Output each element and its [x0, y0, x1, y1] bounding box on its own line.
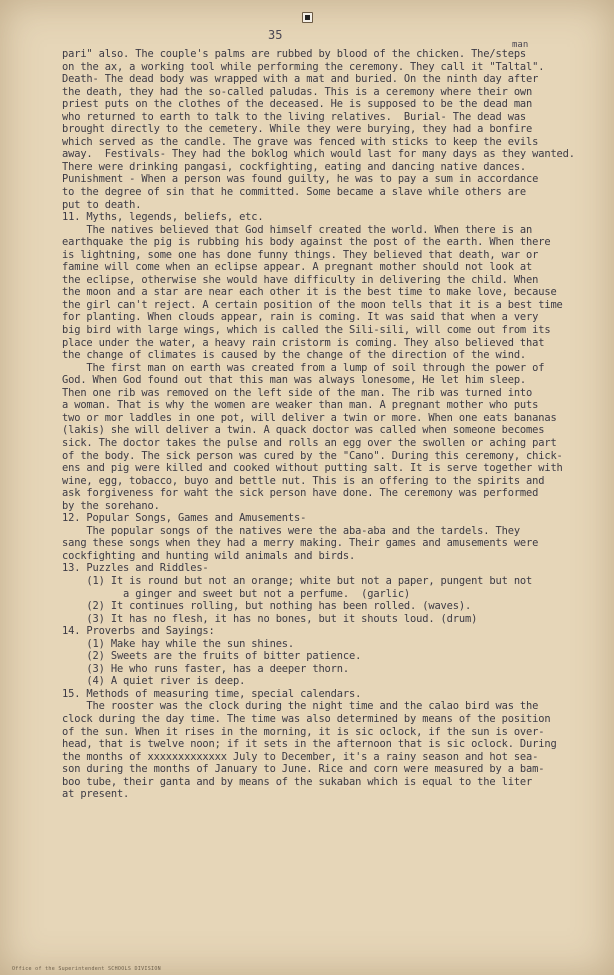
- text-line: the months of xxxxxxxxxxxxx July to December, it's a rainy season and hot sea-: [62, 750, 539, 763]
- text-line: of the sun. When it rises in the morning, it is sic oclock, if the sun is over-: [62, 725, 545, 738]
- text-line: Death- The dead body was wrapped with a mat and buried. On the ninth day after: [62, 73, 539, 86]
- text-line: the death, they had the so-called paludas. This is a ceremony where their own: [62, 85, 533, 98]
- text-line: There were drinking pangasi, cockfighting, eating and dancing native dances.: [62, 160, 527, 173]
- text-line: is lightning, some one has done funny things. They believed that death, war or: [62, 248, 539, 261]
- text-line: (4) A quiet river is deep.: [62, 675, 246, 688]
- text-line: 11. Myths, legends, beliefs, etc.: [62, 211, 264, 224]
- text-line: God. When God found out that this man was always lonesome, He let him sleep.: [62, 374, 527, 387]
- text-line: pari" also. The couple's palms are rubbed by blood of the chicken. The/steps: [62, 48, 527, 60]
- text-line: the moon and a star are near each other it is the best time to make love, because: [62, 286, 557, 299]
- handwritten-insertion: man: [512, 40, 529, 50]
- text-line: The popular songs of the natives were the aba-aba and the tardels. They: [62, 524, 520, 537]
- text-line: Punishment - When a person was found guilty, he was to pay a sum in accordance: [62, 173, 539, 186]
- text-line: boo tube, their ganta and by means of the sukaban which is equal to the liter: [62, 775, 533, 788]
- text-line: (3) He who runs faster, has a deeper thorn.: [62, 662, 349, 675]
- text-line: by the sorehano.: [62, 499, 160, 512]
- text-line: The rooster was the clock during the night time and the calao bird was the: [62, 700, 539, 713]
- text-line: son during the months of January to June. Rice and corn were measured by a bam-: [62, 763, 545, 776]
- text-line: The natives believed that God himself created the world. When there is an: [62, 223, 533, 236]
- page-number: 35: [268, 28, 283, 42]
- text-line: of the body. The sick person was cured by the "Cano". During this ceremony, chick-: [62, 449, 563, 462]
- text-line: famine will come when an eclipse appear. A pregnant mother should not look at: [62, 261, 533, 274]
- text-line: (2) It continues rolling, but nothing has been rolled. (waves).: [62, 600, 472, 613]
- text-line: 13. Puzzles and Riddles-: [62, 562, 209, 575]
- text-line: put to death.: [62, 198, 142, 211]
- text-line: cockfighting and hunting wild animals and birds.: [62, 549, 356, 562]
- text-line: the eclipse, otherwise she would have difficulty in delivering the child. When: [62, 273, 539, 286]
- text-line: sang these songs when they had a merry making. Their games and amusements were: [62, 537, 539, 550]
- text-line: sick. The doctor takes the pulse and rolls an egg over the swollen or aching part: [62, 436, 557, 449]
- text-line: earthquake the pig is rubbing his body against the post of the earth. When there: [62, 236, 551, 249]
- text-line: priest puts on the clothes of the deceased. He is supposed to be the dead man: [62, 98, 533, 111]
- text-line: head, that is twelve noon; if it sets in the afternoon that is sic oclock. During: [62, 738, 557, 751]
- text-line: a woman. That is why the women are weaker than man. A pregnant mother who puts: [62, 399, 539, 412]
- text-line: (2) Sweets are the fruits of bitter patience.: [62, 650, 362, 663]
- text-line: ask forgiveness for waht the sick person have done. The ceremony was performed: [62, 487, 539, 500]
- text-line: Then one rib was removed on the left side of the man. The rib was turned into: [62, 386, 533, 399]
- text-line: for planting. When clouds appear, rain is coming. It was said that when a very: [62, 311, 539, 324]
- text-line: ens and pig were killed and cooked without putting salt. It is serve together with: [62, 462, 563, 475]
- text-line: at present.: [62, 788, 130, 801]
- text-line: The first man on earth was created from a lump of soil through the power of: [62, 361, 545, 374]
- text-line: two or mor laddles in one pot, will deliver a twin or more. When one eats bananas: [62, 411, 557, 424]
- text-line: (lakis) she will deliver a twin. A quack doctor was called when someone becomes: [62, 424, 545, 437]
- text-line: a ginger and sweet but not a perfume. (garlic): [62, 587, 411, 600]
- typed-text-body: [62, 48, 602, 801]
- text-line: (3) It has no flesh, it has no bones, but it shouts loud. (drum): [62, 612, 478, 625]
- text-line: 15. Methods of measuring time, special calendars.: [62, 687, 362, 700]
- text-line: who returned to earth to talk to the living relatives. Burial- The dead was: [62, 110, 527, 123]
- text-line: (1) It is round but not an orange; white but not a paper, pungent but not: [62, 574, 533, 587]
- text-line: which served as the candle. The grave was fenced with sticks to keep the evils: [62, 135, 539, 148]
- text-line: the girl can't reject. A certain position of the moon tells that it is a best time: [62, 298, 563, 311]
- text-line: place under the water, a heavy rain cristorm is coming. They also believed that: [62, 336, 545, 349]
- text-line: big bird with large wings, which is called the Sili-sili, will come out from its: [62, 324, 551, 337]
- text-line: (1) Make hay while the sun shines.: [62, 637, 295, 650]
- text-line: to the degree of sin that he committed. Some became a slave while others are: [62, 186, 527, 199]
- text-line: 12. Popular Songs, Games and Amusements-: [62, 512, 307, 525]
- text-line: on the ax, a working tool while performing the ceremony. They call it "Taltal".: [62, 60, 545, 73]
- text-line: brought directly to the cemetery. While they were burying, they had a bonfire: [62, 123, 533, 136]
- text-line: clock during the day time. The time was also determined by means of the position: [62, 712, 551, 725]
- text-line: away. Festivals- They had the boklog which would last for many days as they wanted.: [62, 148, 575, 161]
- text-line: the change of climates is caused by the change of the direction of the wind.: [62, 349, 527, 362]
- punch-hole-icon: [302, 12, 313, 23]
- text-line: wine, egg, tobacco, buyo and bettle nut. This is an offering to the spirits and: [62, 474, 545, 487]
- text-line: 14. Proverbs and Sayings:: [62, 625, 215, 638]
- footer-imprint: Office of the Superintendent SCHOOLS DIVISION: [12, 966, 161, 972]
